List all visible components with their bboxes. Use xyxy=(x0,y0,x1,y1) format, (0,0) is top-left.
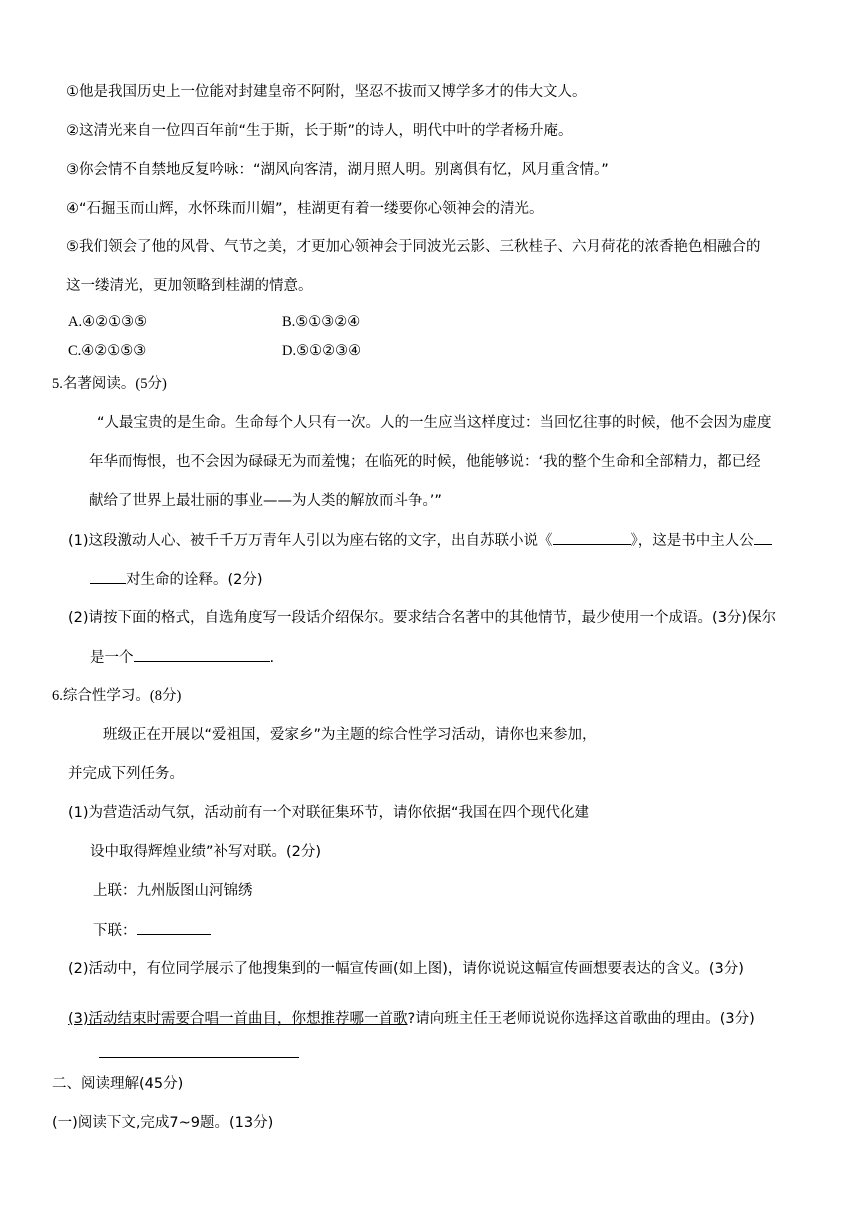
q6-part-3 xyxy=(68,1009,755,1029)
q5-part-1-text: (1)这段激动人心、被千千万万青年人引以为座右铭的文字，出自苏联小说《 xyxy=(68,533,553,549)
couplet-first-line: 上联：九州版图山河锦绣 xyxy=(93,883,253,899)
option-a: A.④②①③⑤ xyxy=(68,314,148,330)
q6-title: 6.综合性学习。(8分) xyxy=(52,688,182,704)
q5-quote-line-2: 年华而悔恨，也不会因为碌碌无为而羞愧；在临死的时候，他能够说：‘我的整个生命和全部精力，都已经 xyxy=(89,454,761,470)
q5-part-1-text-2: 》，这是书中主人公 xyxy=(630,533,754,549)
answer-line[interactable] xyxy=(99,1057,299,1058)
q6-part-2: (2)活动中，有位同学展示了他搜集到的一幅宣传画(如上图)，请你说说这幅宣传画想要表达的含义。(3分) xyxy=(68,961,744,977)
q5-part-1-line-2 xyxy=(90,569,263,590)
hero-name-blank-start[interactable] xyxy=(754,530,772,545)
q5-part-2-line-2 xyxy=(90,647,274,668)
sentence-1: ①他是我国历史上一位能对封建皇帝不阿附，坚忍不拔而又博学多才的伟大文人。 xyxy=(66,84,587,100)
sentence-2: ②这清光来自一位四百年前“生于斯，长于斯”的诗人，明代中叶的学者杨升庵。 xyxy=(66,123,573,139)
section-2-subtitle: (一)阅读下文,完成7~9题。(13分) xyxy=(52,1115,274,1131)
q5-part-2-period: . xyxy=(269,650,275,666)
q6-part-3-underlined: (3)活动结束时需要合唱一首曲目，你想推荐哪一首歌 xyxy=(68,1011,408,1027)
pavel-description-blank[interactable] xyxy=(134,647,270,662)
q5-quote-line-3: 献给了世界上最壮丽的事业——为人类的解放而斗争。’” xyxy=(89,493,442,509)
sentence-3: ③你会情不自禁地反复吟咏：“湖风向客清，湖月照人明。别离俱有忆，风月重含情。” xyxy=(66,162,609,178)
sentence-5-line-2: 这一缕清光，更加领略到桂湖的情意。 xyxy=(66,278,313,294)
q5-title: 5.名著阅读。(5分) xyxy=(52,376,167,392)
option-b: B.⑤①③②④ xyxy=(282,314,361,330)
q6-part-1-line-1: (1)为营造活动气氛，活动前有一个对联征集环节，请你依据“我国在四个现代化建 xyxy=(68,805,590,821)
q6-intro-line-2: 并完成下列任务。 xyxy=(68,766,184,782)
couplet-second-label: 下联： xyxy=(93,923,137,939)
book-title-blank[interactable] xyxy=(553,530,631,545)
couplet-second-line xyxy=(93,920,211,941)
q6-part-3-rest: ?请向班主任王老师说说你选择这首歌曲的理由。(3分) xyxy=(407,1011,755,1027)
sentence-4: ④“石掘玉而山辉，水怀珠而川媚”，桂湖更有着一缕要你心领神会的清光。 xyxy=(66,201,544,217)
q5-part-2-line-1: (2)请按下面的格式，自选角度写一段话介绍保尔。要求结合名著中的其他情节，最少使用一个成语。(3分)保尔 xyxy=(68,610,777,626)
q6-part-1-line-2: 设中取得辉煌业绩”补写对联。(2分) xyxy=(90,844,322,860)
couplet-answer-blank[interactable] xyxy=(137,920,211,935)
q5-part-1-text-3: 对生命的诠释。(2分) xyxy=(126,572,263,588)
option-c: C.④②①⑤③ xyxy=(68,343,147,359)
q5-part-1-line-1 xyxy=(68,530,772,551)
option-d: D.⑤①②③④ xyxy=(282,343,362,359)
q5-quote-line-1: “人最宝贵的是生命。生命每个人只有一次。人的一生应当这样度过：当回忆往事的时候，他不会因为虚度 xyxy=(97,415,772,431)
q6-intro-line-1: 班级正在开展以“爱祖国，爱家乡”为主题的综合性学习活动，请你也来参加， xyxy=(103,727,597,743)
q5-part-2-text: 是一个 xyxy=(90,650,134,666)
section-2-title: 二、阅读理解(45分) xyxy=(52,1076,184,1092)
sentence-5-line-1: ⑤我们领会了他的风骨、气节之美，才更加心领神会于同波光云影、三秋桂子、六月荷花的浓香艳色相融合的 xyxy=(66,239,761,255)
hero-name-blank-end[interactable] xyxy=(90,569,126,584)
